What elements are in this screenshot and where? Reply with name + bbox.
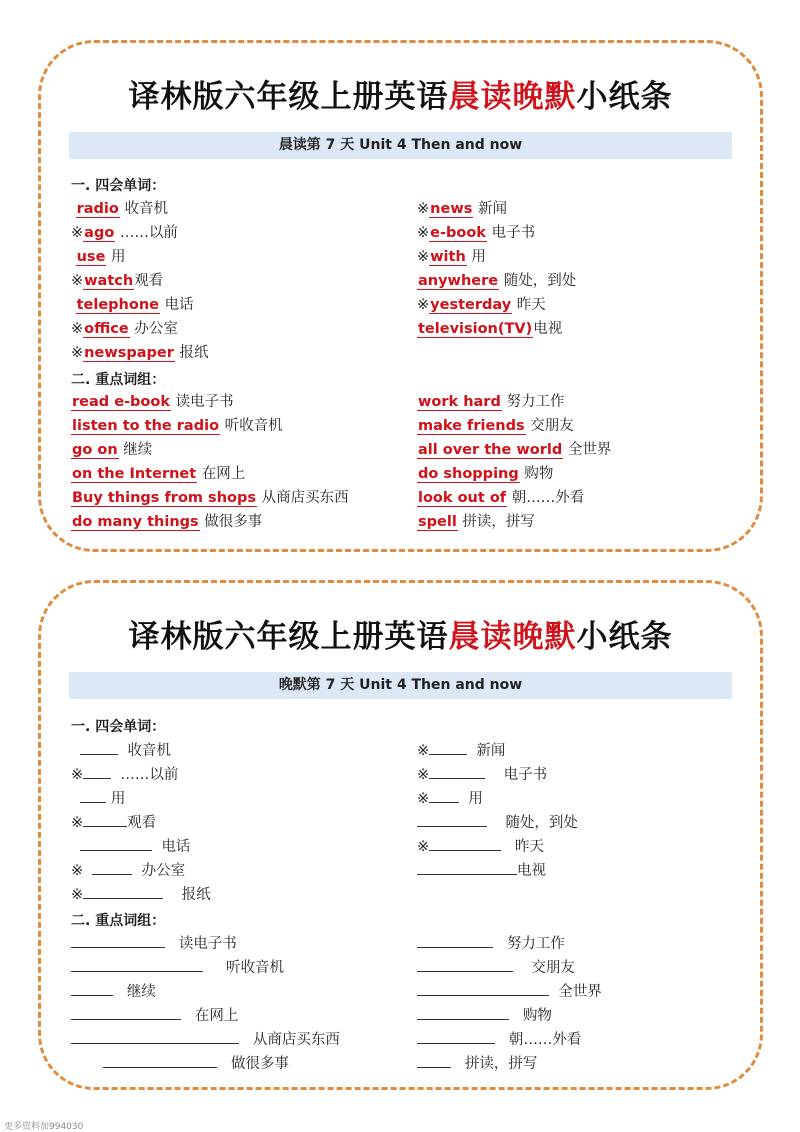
word-blank-item [417, 860, 546, 881]
footer-note: 更多资料加994030 [4, 1122, 84, 1132]
english-phrase: spell [418, 514, 457, 530]
title-part: 译林版六年级上册英语 [128, 79, 449, 115]
chinese-meaning: 继续 [123, 442, 153, 458]
english-word: television(TV) [418, 321, 533, 337]
word-item: ※watch观看 [71, 273, 164, 289]
chinese-meaning: 用 [110, 791, 126, 807]
answer-blank[interactable] [103, 1053, 217, 1068]
answer-blank[interactable] [417, 933, 493, 948]
english-phrase: make friends [418, 418, 525, 434]
phrase-blank-item [71, 957, 284, 978]
english-phrase: go on [72, 442, 118, 458]
answer-blank[interactable] [80, 788, 106, 803]
card-title [41, 611, 760, 656]
word-blank-item: ※ 用 [417, 788, 483, 809]
word-blank-item [417, 812, 578, 833]
word-item: ※news 新闻 [417, 201, 507, 217]
section-phrases-heading: 二. 重点词组： [71, 913, 166, 929]
chinese-meaning: 读电子书 [178, 936, 237, 952]
chinese-meaning: 努力工作 [506, 394, 565, 410]
word-blank-item [71, 740, 171, 761]
english-word: telephone [76, 297, 160, 313]
chinese-meaning: 收音机 [127, 743, 171, 759]
chinese-meaning: 办公室 [134, 321, 178, 337]
phrase-blank-item [71, 933, 237, 954]
chinese-meaning: 用 [471, 249, 486, 265]
phrase-item [71, 488, 349, 508]
chinese-meaning: 随处，到处 [505, 815, 578, 831]
chinese-meaning: 报纸 [181, 887, 211, 903]
chinese-meaning: 做很多事 [230, 1056, 289, 1072]
answer-blank[interactable] [83, 812, 127, 827]
chinese-meaning: 收音机 [124, 201, 168, 217]
phrase-blank-item [417, 957, 575, 978]
title-part: 小纸条 [576, 79, 673, 115]
word-blank-item: ※ ……以前 [71, 764, 178, 785]
chinese-meaning: 拼读，拼写 [462, 514, 535, 530]
answer-blank[interactable] [417, 860, 517, 875]
word-item: ※yesterday 昨天 [417, 297, 546, 313]
answer-blank[interactable] [429, 788, 459, 803]
phrase-blank-item [417, 981, 602, 1002]
english-phrase: do shopping [418, 466, 519, 482]
english-phrase: read e-book [72, 394, 170, 410]
phrase-item [71, 464, 245, 484]
chinese-meaning: 电话 [161, 839, 191, 855]
answer-blank[interactable] [83, 884, 163, 899]
english-phrase: on the Internet [72, 466, 197, 482]
evening-dictation-card [38, 580, 763, 1090]
phrase-item [417, 488, 584, 508]
title-part: 译林版六年级上册英语 [128, 619, 449, 655]
answer-blank[interactable] [83, 764, 111, 779]
answer-blank[interactable] [80, 740, 118, 755]
title-highlight: 晨读晚默 [448, 79, 577, 115]
phrase-blank-item [417, 1029, 581, 1050]
title-highlight: 晨读晚默 [448, 619, 577, 655]
phrase-blank-item [417, 1053, 537, 1074]
answer-blank[interactable] [417, 812, 487, 827]
chinese-meaning: 电子书 [491, 225, 536, 241]
phrase-blank-item [71, 1005, 238, 1026]
chinese-meaning: 观看 [134, 273, 164, 289]
section-words-heading: 一. 四会单词： [71, 178, 166, 194]
word-item: ※ago ……以前 [71, 225, 178, 241]
answer-blank[interactable] [417, 1029, 495, 1044]
chinese-meaning: ……以前 [120, 767, 179, 783]
chinese-meaning: 交朋友 [530, 418, 574, 434]
chinese-meaning: 拼读，拼写 [464, 1056, 538, 1072]
answer-blank[interactable] [417, 981, 549, 996]
chinese-meaning: 听收音机 [226, 960, 285, 976]
english-word: news [430, 201, 473, 217]
chinese-meaning: 电视 [517, 863, 546, 879]
english-phrase: look out of [418, 490, 507, 506]
card-title [41, 71, 760, 116]
word-blank-item [71, 788, 125, 809]
english-word: newspaper [84, 345, 174, 361]
english-phrase: do many things [72, 514, 199, 530]
answer-blank[interactable] [71, 933, 165, 948]
day-unit-bar: 晚默第 7 天 Unit 4 Then and now [69, 672, 732, 699]
chinese-meaning: 用 [111, 249, 126, 265]
chinese-meaning: 办公室 [141, 863, 186, 879]
chinese-meaning: 朝……外看 [511, 490, 585, 506]
answer-blank[interactable] [417, 957, 513, 972]
english-phrase: listen to the radio [72, 418, 220, 434]
word-blank-item: ※ 报纸 [71, 884, 211, 905]
answer-blank[interactable] [417, 1005, 509, 1020]
answer-blank[interactable] [92, 860, 132, 875]
day-unit-bar: 晨读第 7 天 Unit 4 Then and now [69, 132, 732, 159]
word-blank-item [71, 836, 190, 857]
phrase-item [417, 464, 553, 484]
chinese-meaning: 从商店买东西 [252, 1032, 340, 1048]
english-phrase: work hard [418, 394, 501, 410]
phrase-item [71, 392, 234, 412]
english-word: use [76, 249, 106, 265]
phrase-item [417, 416, 574, 436]
english-word: ago [84, 225, 115, 241]
word-blank-item: ※ 新闻 [417, 740, 505, 761]
chinese-meaning: 随处，到处 [503, 273, 577, 289]
phrase-blank-item [417, 1005, 552, 1026]
phrase-item [71, 512, 262, 532]
answer-blank[interactable] [71, 1005, 181, 1020]
answer-blank[interactable] [71, 1029, 239, 1044]
answer-blank[interactable] [417, 1053, 451, 1068]
phrase-blank-item [103, 1053, 289, 1074]
chinese-meaning: 观看 [127, 815, 157, 831]
word-item [71, 295, 194, 315]
chinese-meaning: 昨天 [514, 839, 544, 855]
word-blank-item: ※ 昨天 [417, 836, 544, 857]
phrase-item [417, 512, 535, 532]
answer-blank[interactable] [80, 836, 152, 851]
chinese-meaning: 新闻 [476, 743, 506, 759]
word-blank-item: ※ 电子书 [417, 764, 547, 785]
chinese-meaning: 报纸 [179, 345, 209, 361]
english-word: watch [84, 273, 134, 289]
english-word: yesterday [430, 297, 512, 313]
english-word: radio [76, 201, 119, 217]
phrase-item [71, 440, 152, 460]
answer-blank[interactable] [429, 764, 485, 779]
answer-blank[interactable] [71, 981, 113, 996]
english-word: office [84, 321, 129, 337]
chinese-meaning: 购物 [522, 1008, 552, 1024]
phrase-blank-item [71, 981, 156, 1002]
phrase-blank-item [71, 1029, 340, 1050]
word-item: ※e-book 电子书 [417, 225, 536, 241]
chinese-meaning: 电话 [164, 297, 194, 313]
english-word: with [430, 249, 466, 265]
english-phrase: Buy things from shops [72, 490, 256, 506]
chinese-meaning: 做很多事 [204, 514, 263, 530]
phrase-item [71, 416, 283, 436]
chinese-meaning: ……以前 [119, 225, 178, 241]
section-words-heading: 一. 四会单词： [71, 719, 166, 735]
word-item [417, 319, 562, 339]
chinese-meaning: 电子书 [503, 767, 548, 783]
phrase-item [417, 440, 611, 460]
chinese-meaning: 朝……外看 [508, 1032, 582, 1048]
chinese-meaning: 在网上 [194, 1008, 239, 1024]
chinese-meaning: 听收音机 [224, 418, 283, 434]
title-part: 小纸条 [576, 619, 673, 655]
chinese-meaning: 继续 [126, 984, 156, 1000]
answer-blank[interactable] [429, 836, 501, 851]
chinese-meaning: 全世界 [558, 984, 602, 1000]
chinese-meaning: 用 [468, 791, 483, 807]
word-item: ※office 办公室 [71, 321, 178, 337]
chinese-meaning: 努力工作 [506, 936, 565, 952]
word-item [417, 271, 576, 291]
word-blank-item: ※ 观看 [71, 812, 156, 833]
english-phrase: all over the world [418, 442, 563, 458]
phrase-blank-item [417, 933, 565, 954]
english-word: e-book [430, 225, 486, 241]
phrase-item [417, 392, 564, 412]
chinese-meaning: 购物 [524, 466, 554, 482]
answer-blank[interactable] [71, 957, 203, 972]
word-item [71, 247, 126, 267]
section-phrases-heading: 二. 重点词组： [71, 372, 166, 388]
chinese-meaning: 读电子书 [175, 394, 234, 410]
chinese-meaning: 电视 [533, 321, 563, 337]
morning-reading-card [38, 40, 763, 552]
word-item: ※newspaper 报纸 [71, 345, 209, 361]
chinese-meaning: 从商店买东西 [261, 490, 349, 506]
english-word: anywhere [418, 273, 499, 289]
chinese-meaning: 新闻 [477, 201, 507, 217]
word-blank-item: ※ 办公室 [71, 860, 185, 881]
answer-blank[interactable] [429, 740, 467, 755]
chinese-meaning: 昨天 [516, 297, 546, 313]
word-item [71, 199, 168, 219]
chinese-meaning: 全世界 [567, 442, 612, 458]
word-item: ※with 用 [417, 249, 486, 265]
chinese-meaning: 交朋友 [531, 960, 575, 976]
chinese-meaning: 在网上 [201, 466, 246, 482]
